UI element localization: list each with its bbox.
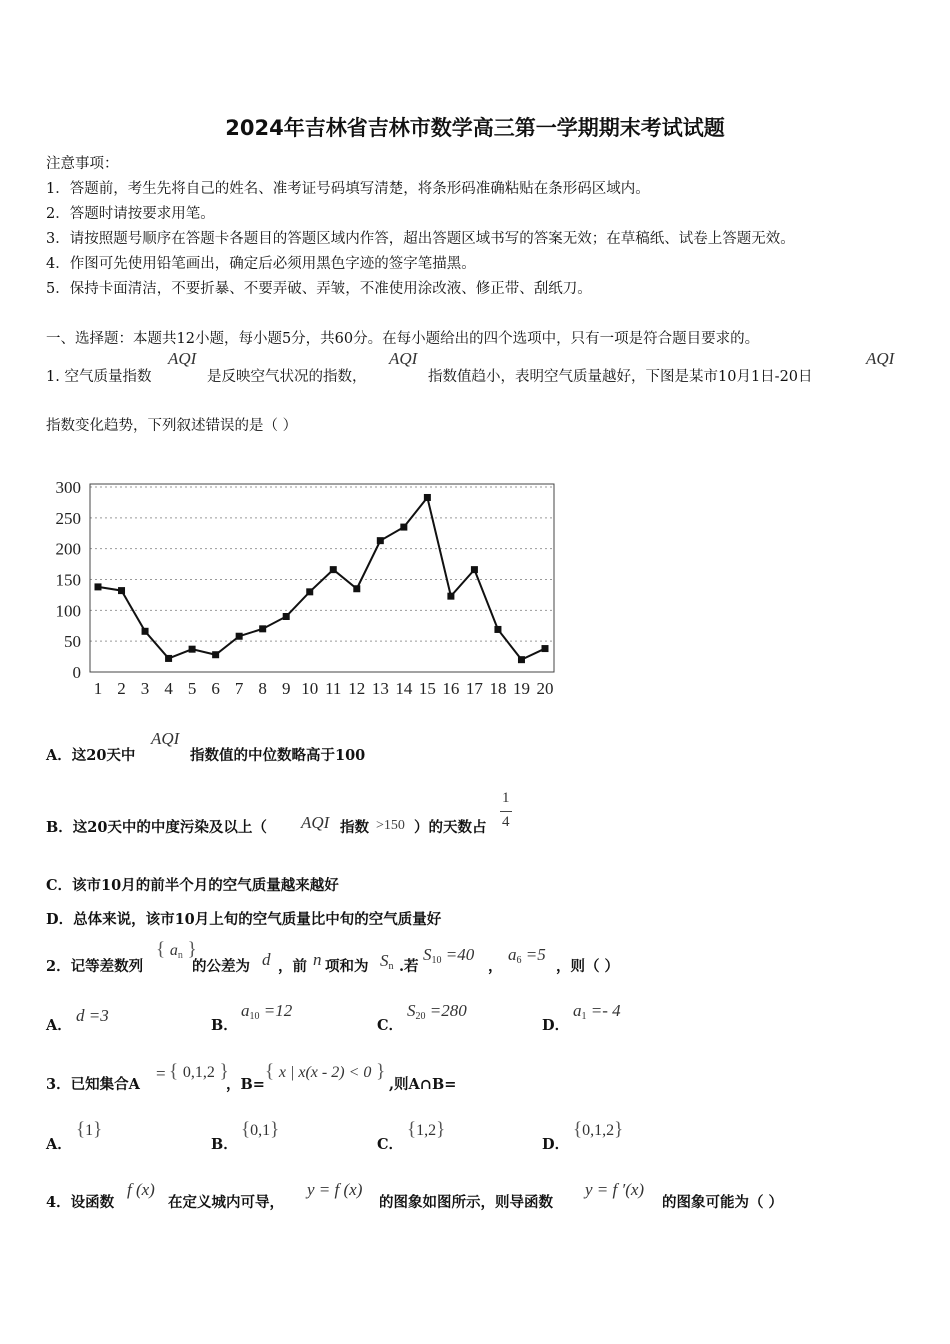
q3-option-c: {1,2} [407, 1119, 446, 1140]
q4-f3: y = f ′(x) [585, 1180, 645, 1199]
data-point [447, 593, 454, 600]
q2-text-1: 2．记等差数列 [46, 958, 144, 975]
q3-option-d: {0,1,2} [573, 1119, 624, 1140]
q1-option-a: A．这20天中 [46, 747, 136, 764]
q4-f2: y = f (x) [307, 1180, 363, 1199]
y-tick-label: 150 [55, 570, 81, 590]
data-point [518, 656, 525, 663]
data-point [330, 566, 337, 573]
q3-option-b: {0,1} [241, 1119, 280, 1140]
q3-text-2: ，B= [226, 1076, 265, 1093]
q1-option-b-cond: >150 [376, 818, 405, 833]
q3-option-c-label: C． [377, 1136, 404, 1153]
x-tick-label: 1 [93, 679, 103, 698]
q2-option-a-label: A． [46, 1017, 72, 1034]
q2-seq: { $a_n$ } [156, 939, 197, 961]
page-title: 2024年吉林省吉林市数学高三第一学期期末考试试题 [225, 116, 725, 140]
x-tick-label: 7 [234, 679, 244, 698]
x-tick-label: 18 [489, 679, 507, 698]
data-point [236, 633, 243, 640]
note-item: 1．答题前，考生先将自己的姓名、准考证号码填写清楚，将条形码准确粘贴在条形码区域内。 [46, 181, 650, 197]
q4-f: f (x) [127, 1180, 155, 1199]
data-point [494, 626, 501, 633]
data-point [189, 646, 196, 653]
x-tick-label: 13 [371, 679, 389, 698]
data-point [353, 585, 360, 592]
data-point [377, 537, 384, 544]
q1-aqi: AQI [168, 349, 197, 368]
q3-text-3: ,则A∩B= [389, 1076, 457, 1093]
q2-option-c-label: C． [377, 1017, 404, 1034]
fraction-numerator: 1 [502, 790, 510, 806]
q4-text-3: 的图象如图所示，则导函数 [379, 1194, 553, 1211]
x-tick-label: 2 [117, 679, 126, 698]
x-tick-label: 14 [395, 679, 413, 698]
y-tick-label: 0 [72, 663, 81, 682]
x-tick-label: 9 [281, 679, 291, 698]
y-tick-label: 200 [55, 539, 81, 559]
data-point [471, 566, 478, 573]
x-tick-label: 16 [442, 679, 460, 698]
note-item: 4．作图可先使用铅笔画出，确定后必须用黑色字迹的签字笔描黑。 [46, 256, 476, 272]
x-tick-label: 3 [140, 679, 150, 698]
q2-option-d-label: D． [542, 1017, 570, 1034]
plot-frame [90, 484, 554, 672]
data-point [118, 587, 125, 594]
q3-eq: = [156, 1064, 166, 1083]
q1-text-1: 1. 空气质量指数 [46, 369, 152, 385]
data-point [424, 494, 431, 501]
q1-text-4: 指数变化趋势，下列叙述错误的是（ ） [46, 418, 298, 434]
q1-text-3: 指数值趋小，表明空气质量越好，下图是某市10月1日-20日 [428, 369, 813, 385]
y-tick-label: 250 [55, 508, 81, 528]
q2-option-b-label: B． [211, 1017, 238, 1034]
q1-aqi: AQI [301, 813, 330, 832]
q3-option-a-label: A． [46, 1136, 72, 1153]
q1-option-b-post: ）的天数占 [414, 819, 487, 836]
x-tick-label: 12 [348, 679, 366, 698]
notes-heading: 注意事项： [46, 156, 119, 172]
x-tick-label: 6 [211, 679, 220, 698]
q1-aqi: AQI [151, 729, 180, 748]
x-tick-label: 15 [418, 679, 436, 698]
x-tick-label: 4 [164, 679, 173, 698]
x-tick-label: 10 [301, 679, 319, 698]
q3-option-d-label: D． [542, 1136, 570, 1153]
fraction-denominator: 4 [502, 814, 510, 830]
x-tick-label: 20 [536, 679, 554, 698]
section-heading: 一、选择题：本题共12小题，每小题5分，共60分。在每小题给出的四个选项中，只有一项是符合题目要求的。 [46, 331, 760, 347]
data-point [259, 625, 266, 632]
q1-text-2: 是反映空气状况的指数， [207, 369, 367, 385]
q1-option-a-text: 指数值的中位数略高于100 [190, 747, 366, 764]
data-point [542, 645, 549, 652]
q2-sn: $S_n$ [380, 951, 394, 972]
q3-set-b: { x | x(x - 2) < 0 } [265, 1061, 386, 1082]
data-point [165, 655, 172, 662]
x-tick-label: 8 [258, 679, 267, 698]
note-item: 3．请按照题号顺序在答题卡各题目的答题区域内作答，超出答题区域书写的答案无效；在草稿纸、试卷上答题无效。 [46, 231, 795, 247]
q2-text-5: .若 [399, 958, 419, 975]
x-tick-label: 11 [325, 679, 342, 698]
data-point [283, 613, 290, 620]
q3-text-1: 3．已知集合A [46, 1076, 140, 1093]
q4-text-2: 在定义城内可导， [168, 1194, 284, 1211]
q4-text-4: 的图象可能为（ ） [662, 1194, 784, 1211]
note-item: 2．答题时请按要求用笔。 [46, 206, 215, 222]
q1-option-d: D．总体来说，该市10月上旬的空气质量比中旬的空气质量好 [46, 911, 442, 928]
q4-text-1: 4．设函数 [46, 1194, 115, 1211]
q1-aqi: AQI [866, 349, 895, 368]
fraction-bar [500, 811, 512, 812]
data-point [400, 524, 407, 531]
q2-d: d [262, 950, 271, 969]
q1-option-b-mid: 指数 [340, 819, 369, 836]
q2-cond-1: $S_{10} =40$ [423, 945, 475, 966]
aqi-series-line [98, 497, 545, 659]
y-tick-label: 300 [55, 478, 81, 497]
q2-option-d: $a_1 =- 4$ [573, 1001, 621, 1022]
data-point [306, 588, 313, 595]
q1-option-b: B．这20天中的中度污染及以上（ [46, 819, 267, 836]
q2-cond-2: $a_6 =5$ [508, 945, 546, 966]
q2-option-b: $a_{10} =12$ [241, 1001, 293, 1022]
q2-text-3: ，前 [278, 958, 307, 975]
data-point [142, 628, 149, 635]
q3-option-a: {1} [76, 1119, 103, 1140]
q2-text-4: 项和为 [325, 958, 369, 975]
x-tick-label: 19 [512, 679, 530, 698]
q3-option-b-label: B． [211, 1136, 238, 1153]
q2-n: n [313, 950, 322, 969]
y-tick-label: 100 [55, 601, 81, 621]
note-item: 5．保持卡面清洁，不要折暴、不要弄破、弄皱，不准使用涂改液、修正带、刮纸刀。 [46, 281, 592, 297]
q2-text-2: 的公差为 [192, 958, 250, 975]
q1-aqi: AQI [389, 349, 418, 368]
data-point [212, 651, 219, 658]
q2-option-c: $S_{20} =280$ [407, 1001, 467, 1022]
x-tick-label: 17 [465, 679, 483, 698]
q2-sep: ， [488, 958, 503, 975]
q2-text-6: ，则（ ） [556, 958, 620, 975]
q2-option-a: d =3 [76, 1006, 109, 1025]
q3-set-a: { 0,1,2 } [169, 1061, 229, 1082]
y-tick-label: 50 [64, 632, 81, 652]
data-point [95, 583, 102, 590]
q1-option-c: C．该市10月的前半个月的空气质量越来越好 [46, 877, 339, 894]
x-tick-label: 5 [187, 679, 197, 698]
aqi-line-chart [40, 470, 570, 705]
